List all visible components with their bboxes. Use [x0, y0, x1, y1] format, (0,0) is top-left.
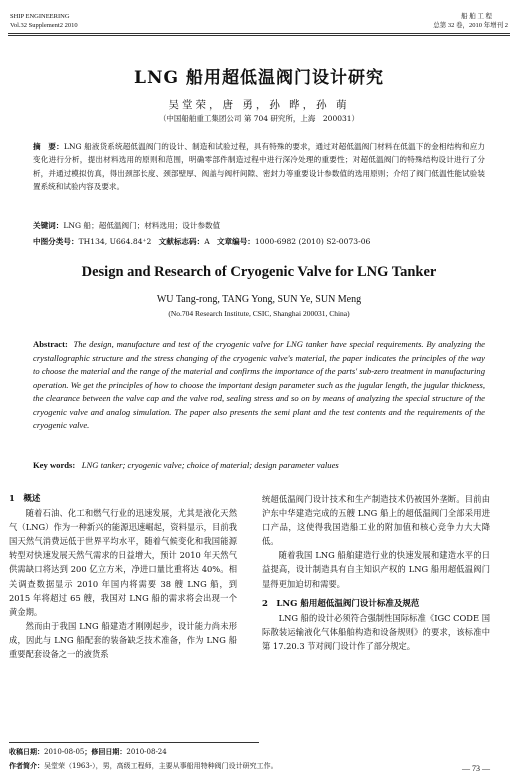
received-date: 2010-08-05: [44, 748, 85, 756]
article-no-value: 1000-6982 (2010) S2-0073-06: [254, 237, 371, 246]
abstract-cn: [33, 140, 485, 193]
section-1-heading: 1 概述: [9, 494, 41, 504]
classification-cn: [33, 235, 485, 248]
abstract-en: [33, 338, 485, 433]
revised-label: ；修回日期：: [84, 747, 127, 756]
article-no-label: 文章编号：: [216, 237, 255, 246]
received-label: 收稿日期：: [9, 747, 44, 756]
paper-title-en: Design and Research of Cryogenic Valve for LNG Tanker: [81, 264, 437, 280]
abstract-en-text: The design, manufacture and test of the cryogenic valve for LNG tanker have special requirements. By analyzing the crystallographic structure and the stress changing of the cryogenic valve's material, the paper indicates the principles of the way to choose the material and the range of the material and confirms the importance of the parts' sub-zero treatment in manufacturing operation. We get the principles of how to choose the important design parameter such as the jugular length, the jugular thickness, the clearance between the valve cap and the valve rod, sealing stress and so on by means of analyzing the special structure of the cryogenic valve and analog simulation. The paper also presents the semi plant and the test contents and the requirements of the cryogenic valve.: [33, 339, 485, 430]
clc-label: 中图分类号：: [33, 237, 79, 246]
abstract-cn-label: 摘 要：: [33, 142, 64, 151]
affiliation-en: (No.704 Research Institute, CSIC, Shanghai 200031, China): [168, 309, 350, 318]
section-2-heading: 2 LNG 船用超低温阀门设计标准及规范: [262, 598, 420, 609]
footnote: [9, 745, 278, 773]
keywords-cn-text: LNG 船；超低温阀门；材料选用；设计参数值: [63, 221, 221, 230]
footnote-dates: [9, 745, 278, 759]
keywords-en-label: Key words:: [33, 460, 76, 470]
footnote-rule: [9, 742, 259, 743]
paper-title-cn: LNG 船用超低温阀门设计研究: [134, 68, 384, 88]
section-1-paragraph-1: 随着石油、化工和燃气行业的迅速发展，尤其是液化天然气（LNG）作为一种新兴的能源迅速崛起，资料显示，目前我国天然气消费远低于世界平均水平，随着气候变化和我国能源转型对快速发展天然气需求的日益增大，预计 2010 年天然气供需缺口将达到 200 亿立方米，净进口量比重将达 40%。相关调查数据显示 2010 年国内将需要 38 艘 LNG 船，到 2015 年将超过 65 艘，我国对 LNG 船的需求将会出现一个黄金期。: [9, 508, 237, 617]
doc-code-label: 文献标志码：: [158, 237, 205, 246]
keywords-en: [33, 460, 485, 470]
right-paragraph-2: 随着我国 LNG 船舶建造行业的快速发展和建造水平的日益提高，设计制造具有自主知识产权的 LNG 船用超低温阀门显得更加迫切和需要。: [262, 550, 490, 589]
authors-en: WU Tang-rong, TANG Yong, SUN Ye, SUN Meng: [156, 294, 362, 305]
keywords-cn: [33, 219, 485, 232]
doc-code-value: A: [204, 237, 210, 246]
section-1-paragraph-2: 然而由于我国 LNG 船建造才刚刚起步，设计能力尚未形成，因此与 LNG 船配套的装备缺乏技术准备，作为 LNG 船重要配套设备之一的液货系: [9, 620, 237, 660]
volume-en: Vol.32 Supplement2 2010: [10, 22, 78, 29]
body-column-left: [9, 492, 237, 661]
abstract-en-label: Abstract:: [33, 339, 68, 349]
header-rule: [8, 33, 510, 34]
body-column-right: [262, 492, 490, 653]
keywords-cn-label: 关键词：: [33, 221, 64, 230]
footnote-bio: [9, 759, 278, 773]
journal-name-en: SHIP ENGINEERING: [10, 13, 70, 20]
volume-cn: 总第 32 卷，2010 年增刊 2: [433, 22, 508, 29]
keywords-en-text: LNG tanker; cryogenic valve; choice of material; design parameter values: [81, 460, 339, 470]
section-2-paragraph-1: LNG 船的设计必须符合强制性国际标准《IGC CODE 国际散装运输液化气体船舶构造和设备规则》的要求，该标准中第 17.20.3 节对阀门设计作了部分规定。: [262, 612, 490, 651]
header-rule-thin: [8, 35, 510, 36]
clc-value: TH134, U664.84⁺2: [78, 237, 152, 246]
abstract-cn-text: LNG 船液货系统超低温阀门的设计、制造和试验过程，具有特殊的要求，通过对超低温阀门材料在低温下的金相结构和应力变化进行分析，提出材料选用的原则和范围，明确零部件制造过程中进行深冷处理的重要性；对超低温阀门的特殊结构设计进行了分析，并通过模拟仿真，得出颈部长度、颈部壁厚、阀盖与阀杆间隙、密封力等重要设计参数值的选用原则；介绍了阀门低温性能试验装置系统和试验内容及要求。: [33, 142, 486, 191]
revised-date: 2010-08-24: [126, 748, 167, 756]
bio-text: 吴堂荣（1963-），男，高级工程师，主要从事船用特种阀门设计研究工作。: [44, 762, 278, 770]
continued-paragraph: 统超低温阀门设计技术和生产制造技术仍被国外垄断。目前由沪东中华建造完成的五艘 LNG 船上的超低温阀门全部采用进口产品，这使得我国造船工业的附加值和核心竞争力大大降低。: [262, 494, 490, 547]
affiliation-cn: （中国船舶重工集团公司 第 704 研究所，上海 200031）: [158, 114, 360, 123]
authors-cn: 吴堂荣，唐 勇，孙 晔，孙 萌: [168, 99, 350, 111]
page-number: — 73 —: [462, 764, 490, 773]
journal-name-cn: 船 舶 工 程: [461, 13, 492, 20]
bio-label: 作者简介：: [9, 761, 44, 770]
